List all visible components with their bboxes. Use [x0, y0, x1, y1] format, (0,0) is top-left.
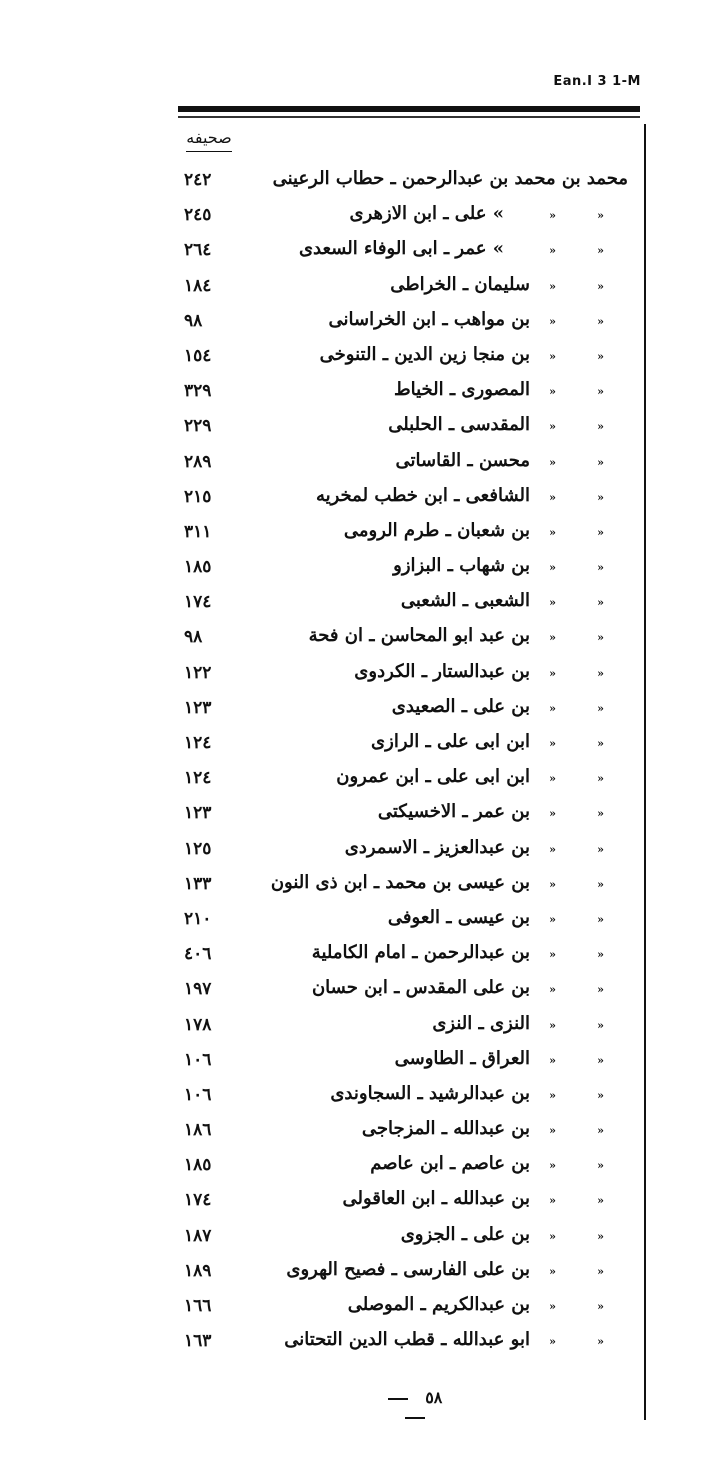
ditto-mark: » — [597, 666, 604, 680]
entry-page-number: ٢١٥ — [184, 486, 212, 507]
entry-name: محسن ـ القاساتى — [395, 449, 530, 471]
entry-page-number: ٤٠٦ — [184, 944, 212, 965]
ditto-mark: » — [597, 385, 604, 399]
ditto-mark: » — [597, 561, 604, 575]
entry-page-number: ٣٢٩ — [184, 381, 212, 402]
index-entry — [170, 305, 630, 340]
entry-page-number: ٢١٠ — [184, 908, 212, 929]
index-entry — [170, 340, 630, 375]
index-entry — [170, 1044, 630, 1079]
index-entry — [170, 692, 630, 727]
entry-page-number: ١٦٦ — [184, 1296, 212, 1316]
index-entry — [170, 586, 630, 621]
entry-name: العراق ـ الطاوسى — [394, 1047, 530, 1069]
ditto-mark: » — [549, 525, 556, 539]
ditto-mark: » — [597, 1124, 604, 1138]
ditto-mark: » — [597, 455, 604, 469]
entry-page-number: ٩٨ — [184, 627, 203, 648]
ditto-mark: » — [549, 701, 556, 715]
index-entry — [170, 270, 630, 305]
entry-page-number: ١٢٤ — [184, 733, 212, 753]
entry-page-number: ١٦٣ — [184, 1331, 212, 1352]
entry-name: بن عبدالله ـ المزجاجى — [361, 1118, 530, 1140]
ditto-mark: » — [549, 420, 556, 434]
entry-page-number: ١٢٤ — [184, 768, 212, 789]
ditto-mark: » — [597, 877, 604, 891]
ditto-mark: » — [549, 1124, 556, 1138]
entry-name: بن عبدالله ـ ابن العاقولى — [342, 1188, 530, 1210]
ditto-mark: » — [549, 209, 556, 223]
footer-dash-right — [405, 1417, 425, 1419]
ditto-mark: » — [597, 1053, 604, 1067]
entry-name: النزى ـ النزى — [432, 1012, 530, 1034]
index-entry — [170, 1290, 630, 1325]
entry-name: بن مواهب ـ ابن الخراسانى — [328, 308, 530, 330]
ditto-mark: » — [549, 772, 556, 786]
entry-name: سليمان ـ الخراطى — [390, 273, 530, 295]
ditto-mark: » — [597, 1018, 604, 1032]
entry-name: بن على ـ الجزوى — [400, 1223, 530, 1245]
entry-page-number: ١٢٥ — [184, 838, 212, 859]
ditto-mark: » — [597, 1300, 604, 1313]
ditto-mark: » — [597, 1229, 604, 1243]
entry-page-number: ٣١١ — [184, 521, 212, 542]
entry-name: بن عبدالستار ـ الكردوى — [354, 660, 530, 682]
entry-name: بن عبدالعزيز ـ الاسمردى — [344, 836, 530, 858]
entry-page-number: ١٧٤ — [184, 592, 212, 613]
index-entry — [170, 727, 630, 762]
ditto-mark: » — [549, 737, 556, 750]
index-entry — [170, 1220, 630, 1255]
index-entry — [170, 762, 630, 797]
ditto-mark: » — [549, 1300, 556, 1313]
ditto-mark: » — [549, 877, 556, 891]
ditto-mark: » — [549, 1264, 556, 1278]
ditto-mark: » — [597, 1159, 604, 1173]
entry-page-number: ٢٦٤ — [184, 240, 212, 261]
entry-page-number: ٢٤٢ — [184, 170, 212, 190]
index-entry — [170, 234, 630, 269]
ditto-mark: » — [597, 912, 604, 926]
ditto-mark: » — [549, 455, 556, 469]
entry-page-number: ١٢٢ — [184, 662, 212, 683]
ditto-mark: » — [597, 490, 604, 504]
index-entry — [170, 1009, 630, 1044]
ditto-mark: » — [549, 842, 556, 856]
entry-page-number: ٢٨٩ — [184, 451, 212, 472]
entry-name: المقدسى ـ الحلبلى — [388, 414, 530, 436]
ditto-mark: » — [597, 701, 604, 715]
entry-name: بن عيسى ـ العوفى — [387, 906, 530, 928]
entry-page-number: ١٥٤ — [184, 345, 212, 366]
entry-name: بن شهاب ـ البزازو — [393, 555, 530, 577]
entry-page-number: ١٧٤ — [184, 1190, 212, 1211]
entry-name: ابن ابى على ـ الرازى — [371, 731, 530, 752]
index-entry — [170, 410, 630, 445]
entry-page-number: ١٨٩ — [184, 1260, 212, 1281]
ditto-mark: » — [549, 948, 556, 962]
index-entry — [170, 903, 630, 938]
ditto-mark: » — [549, 349, 556, 363]
ditto-mark: » — [597, 420, 604, 434]
entry-name: بن عبدالرحمن ـ امام الكاملية — [311, 942, 530, 964]
ditto-mark: » — [549, 983, 556, 997]
entry-name: بن منجا زين الدين ـ التنوخى — [319, 343, 530, 365]
index-entry — [170, 868, 630, 903]
ditto-mark: » — [597, 772, 604, 786]
ditto-mark: » — [597, 209, 604, 223]
entry-page-number: ١٩٧ — [184, 979, 212, 1000]
index-entries — [170, 164, 630, 1360]
ditto-mark: » — [597, 244, 604, 258]
entry-name: بن عبدالكريم ـ الموصلى — [347, 1294, 530, 1315]
ditto-mark: » — [597, 525, 604, 539]
document-code: Ean.I 3 1-M — [553, 74, 641, 89]
index-entry — [170, 797, 630, 832]
entry-name: المصورى ـ الخياط — [393, 379, 530, 401]
ditto-mark: » — [549, 631, 556, 645]
ditto-mark: » — [549, 1335, 556, 1349]
page-number: ٥٨ — [425, 1388, 443, 1407]
entry-name: بن عيسى بن محمد ـ ابن ذى النون — [270, 871, 530, 893]
index-entry — [170, 1184, 630, 1219]
ditto-mark: » — [549, 1088, 556, 1102]
entry-page-number: ٩٨ — [184, 310, 203, 331]
ditto-mark: » — [549, 490, 556, 504]
index-entry — [170, 938, 630, 973]
ditto-mark: » — [597, 1194, 604, 1208]
header-rule-thin — [178, 116, 640, 118]
ditto-mark: » — [549, 1018, 556, 1032]
entry-name: بن عاصم ـ ابن عاصم — [370, 1153, 530, 1175]
ditto-mark: » — [549, 561, 556, 575]
index-entry — [170, 199, 630, 234]
index-entry — [170, 164, 630, 199]
entry-page-number: ١٨٥ — [184, 1155, 212, 1176]
entry-page-number: ١٨٦ — [184, 1120, 212, 1141]
entry-page-number: ٢٢٩ — [184, 416, 212, 437]
index-entry — [170, 621, 630, 656]
entry-page-number: ١٠٦ — [184, 1084, 212, 1105]
entry-name: الشافعى ـ ابن خطب لمخريه — [315, 484, 530, 506]
entry-name: » عمر ـ ابى الوفاء السعدى — [298, 238, 504, 260]
ditto-mark: » — [597, 1335, 604, 1349]
ditto-mark: » — [549, 279, 556, 293]
ditto-mark: » — [597, 1088, 604, 1102]
margin-rule — [644, 124, 646, 1420]
entry-name: الشعبى ـ الشعبى — [400, 590, 530, 612]
header-rule-thick — [178, 106, 640, 112]
ditto-mark: » — [549, 596, 556, 610]
ditto-mark: » — [549, 385, 556, 399]
entry-name: » على ـ ابن الازهرى — [349, 203, 504, 225]
entry-page-number: ٢٤٥ — [184, 205, 212, 226]
entry-name: بن شعبان ـ طرم الرومى — [343, 519, 530, 541]
entry-page-number: ١٨٥ — [184, 557, 212, 578]
index-entry — [170, 446, 630, 481]
ditto-mark: » — [549, 807, 556, 821]
entry-name: ابن ابى على ـ ابن عمرون — [336, 766, 530, 788]
ditto-mark: » — [597, 983, 604, 997]
ditto-mark: » — [549, 244, 556, 258]
ditto-mark: » — [549, 1053, 556, 1067]
ditto-mark: » — [597, 807, 604, 821]
entry-name: بن على المقدس ـ ابن حسان — [311, 977, 530, 999]
index-entry — [170, 1255, 630, 1290]
index-entry — [170, 1114, 630, 1149]
entry-name: ابو عبدالله ـ قطب الدين التحتانى — [284, 1329, 530, 1351]
entry-name: بن عبد ابو المحاسن ـ ان فحة — [308, 625, 530, 647]
index-entry — [170, 1149, 630, 1184]
entry-name: بن عمر ـ الاخسيكتى — [377, 801, 530, 823]
index-entry — [170, 516, 630, 551]
entry-page-number: ١٨٤ — [184, 275, 212, 296]
page-column-header: صحيفه — [186, 128, 232, 152]
entry-page-number: ١٠٦ — [184, 1049, 212, 1070]
ditto-mark: » — [549, 912, 556, 926]
entry-page-number: ١٢٣ — [184, 697, 212, 718]
index-entry — [170, 481, 630, 516]
ditto-mark: » — [549, 1229, 556, 1243]
entry-page-number: ١٧٨ — [184, 1014, 212, 1035]
ditto-mark: » — [549, 666, 556, 680]
index-entry — [170, 375, 630, 410]
entry-name: بن عبدالرشيد ـ السجاوندى — [330, 1082, 530, 1104]
index-entry — [170, 551, 630, 586]
ditto-mark: » — [597, 948, 604, 962]
entry-name: محمد بن محمد بن عبدالرحمن ـ حطاب الرعينى — [272, 168, 628, 189]
index-entry — [170, 657, 630, 692]
ditto-mark: » — [597, 596, 604, 610]
page-footer — [370, 1388, 460, 1426]
ditto-mark: » — [597, 842, 604, 856]
ditto-mark: » — [597, 314, 604, 328]
ditto-mark: » — [597, 349, 604, 363]
ditto-mark: » — [597, 1264, 604, 1278]
ditto-mark: » — [597, 631, 604, 645]
entry-page-number: ١٣٣ — [184, 873, 212, 894]
index-entry — [170, 1325, 630, 1360]
ditto-mark: » — [549, 314, 556, 328]
index-entry — [170, 1079, 630, 1114]
entry-page-number: ١٢٣ — [184, 803, 212, 824]
entry-page-number: ١٨٧ — [184, 1225, 212, 1246]
index-entry — [170, 973, 630, 1008]
ditto-mark: » — [597, 279, 604, 293]
ditto-mark: » — [549, 1159, 556, 1173]
ditto-mark: » — [549, 1194, 556, 1208]
entry-name: بن على الفارسى ـ فصيح الهروى — [286, 1258, 530, 1280]
entry-name: بن على ـ الصعيدى — [391, 695, 530, 717]
index-entry — [170, 833, 630, 868]
ditto-mark: » — [597, 737, 604, 750]
footer-dash-left — [388, 1398, 408, 1400]
